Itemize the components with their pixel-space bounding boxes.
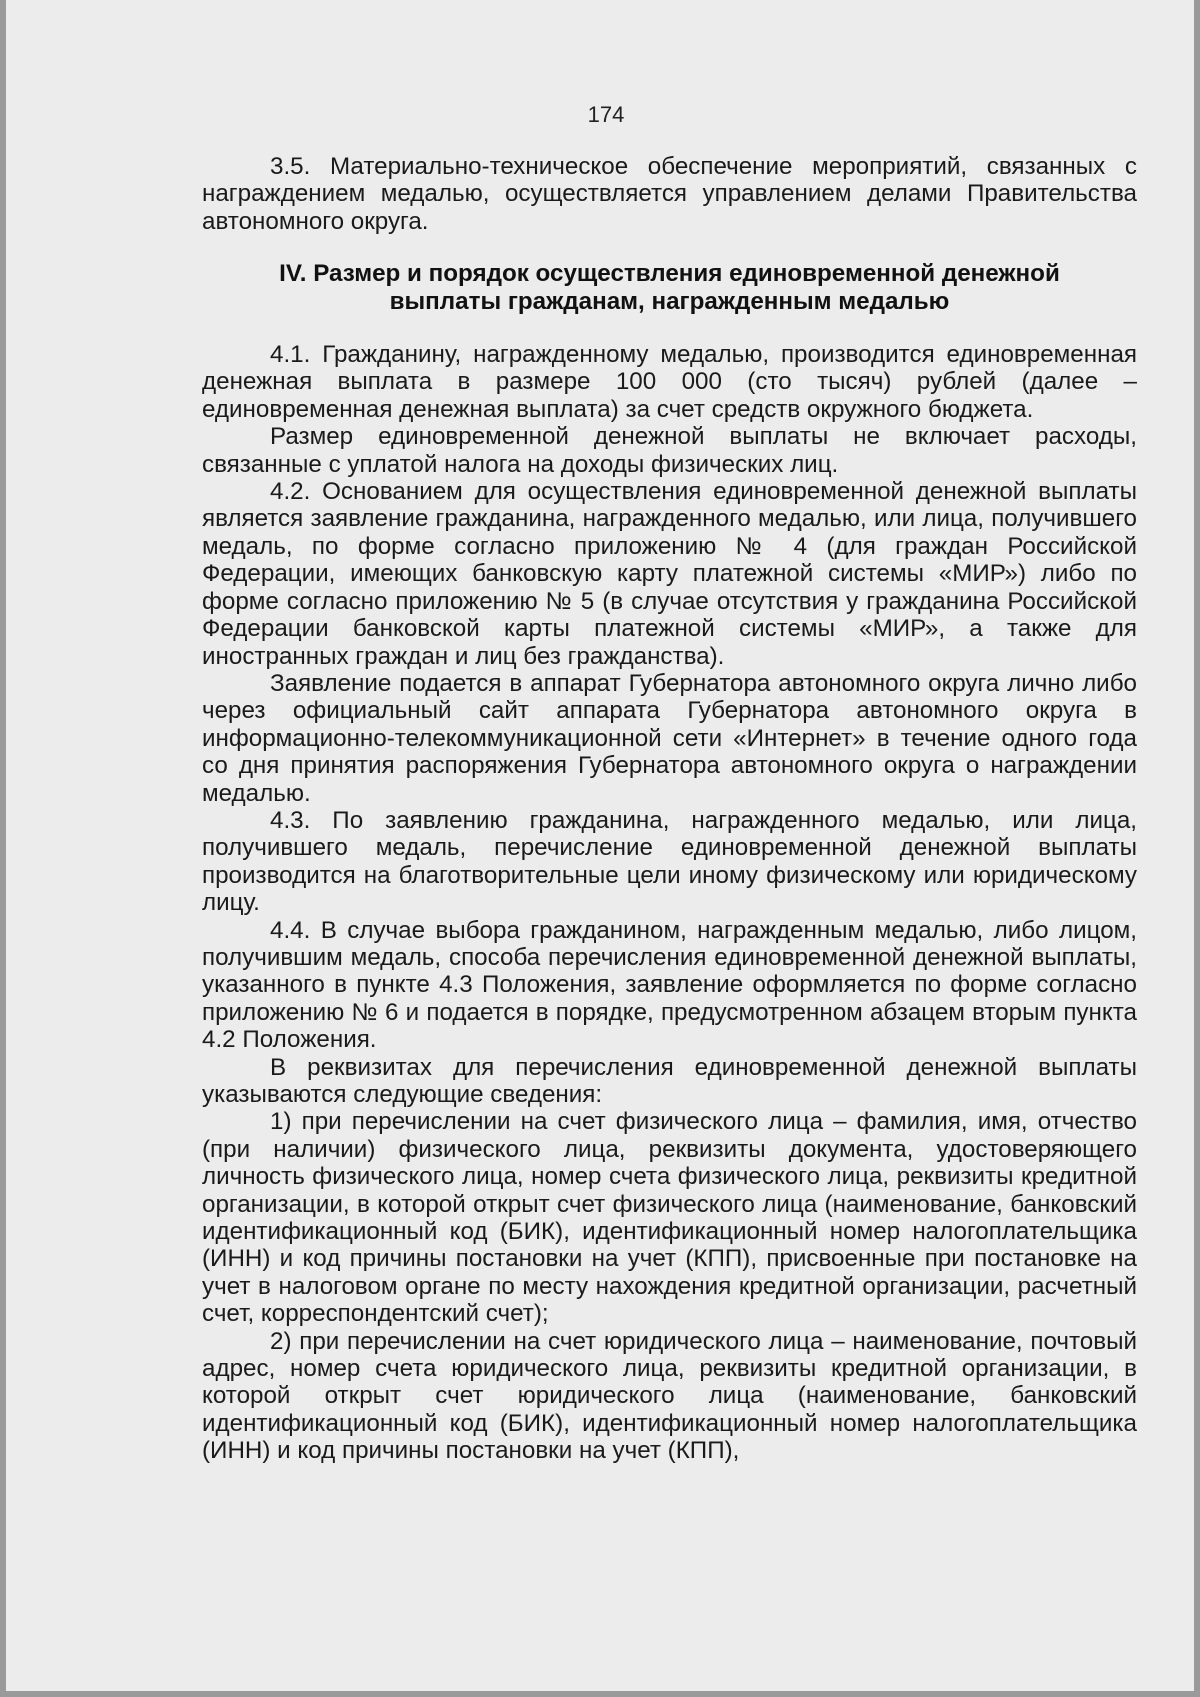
paragraph-4-4-requisites: В реквизитах для перечисления единовременной денежной выплаты указываются следующие сведения: xyxy=(202,1053,1137,1108)
paragraph-4-3: 4.3. По заявлению гражданина, награжденного медалью, или лица, получившего медаль, перечисление единовременной денежной выплаты производится на благотворительные цели иному физическому или юридическому лицу. xyxy=(202,806,1137,917)
section-heading-iv: IV. Размер и порядок осуществления единовременной денежной выплаты гражданам, награжденным медалью xyxy=(279,260,1060,315)
document-body xyxy=(202,153,1137,1465)
paragraph-4-2-application: Заявление подается в аппарат Губернатора автономного округа лично либо через официальный сайт аппарата Губернатора автономного округа в информационно-телекоммуникационной сети «Интернет» в течение одного года со дня принятия распоряжения Губернатора автономного округа о награждении медалью. xyxy=(202,669,1137,807)
paragraph-4-1: 4.1. Гражданину, награжденному медалью, производится единовременная денежная выплата в размере 100 000 (сто тысяч) рублей (далее – единовременная денежная выплата) за счет средств окружного бюджета. xyxy=(202,341,1137,423)
paragraph-3-5: 3.5. Материально-техническое обеспечение мероприятий, связанных с награждением медалью, осуществляется управлением делами Правительства автономного округа. xyxy=(202,153,1137,235)
paragraph-4-4: 4.4. В случае выбора гражданином, награжденным медалью, либо лицом, получившим медаль, способа перечисления единовременной денежной выплаты, указанного в пункте 4.3 Положения, заявление оформляется по форме согласно приложению № 6 и подается в порядке, предусмотренном абзацем вторым пункта 4.2 Положения. xyxy=(202,916,1137,1054)
paragraph-4-2: 4.2. Основанием для осуществления единовременной денежной выплаты является заявление гражданина, награжденного медалью, или лица, получившего медаль, по форме согласно приложению № 4 (для граждан Российской Федерации, имеющих банковскую карту платежной системы «МИР») либо по форме согласно приложению № 5 (в случае отсутствия у гражданина Российской Федерации банковской карты платежной системы «МИР», а также для иностранных граждан и лиц без гражданства). xyxy=(202,478,1137,670)
list-item-legal-entity: 2) при перечислении на счет юридического лица – наименование, почтовый адрес, номер счета юридического лица, реквизиты кредитной организации, в которой открыт счет юридического лица (наименование, банковский идентификационный код (БИК), идентификационный номер налогоплательщика (ИНН) и код причины постановки на учет (КПП), xyxy=(202,1327,1137,1465)
paragraph-4-1-tax: Размер единовременной денежной выплаты не включает расходы, связанные с уплатой налога на доходы физических лиц. xyxy=(202,423,1137,478)
list-item-individual: 1) при перечислении на счет физического лица – фамилия, имя, отчество (при наличии) физического лица, реквизиты документа, удостоверяющего личность физического лица, номер счета физического лица, реквизиты кредитной организации, в которой открыт счет физического лица (наименование, банковский идентификационный код (БИК), идентификационный номер налогоплательщика (ИНН) и код причины постановки на учет (КПП), присвоенные при постановке на учет в налоговом органе по месту нахождения кредитной организации, расчетный счет, корреспондентский счет); xyxy=(202,1108,1137,1328)
page-number: 174 xyxy=(587,102,625,127)
